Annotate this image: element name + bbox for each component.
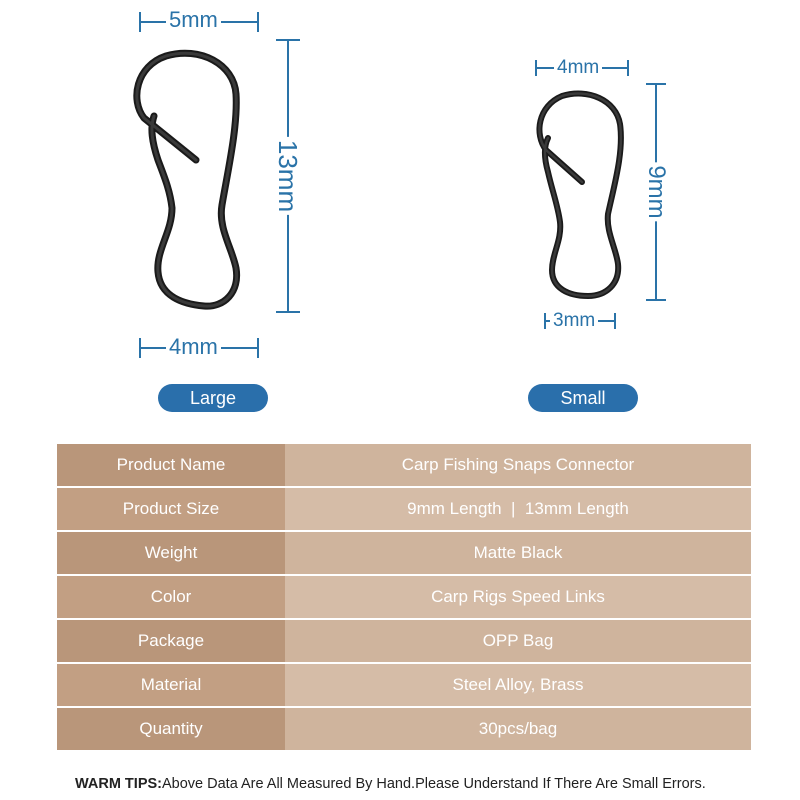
spec-row-quantity — [57, 708, 751, 750]
warm-tips-label: WARM TIPS: — [75, 776, 162, 792]
spec-row-weight — [57, 532, 751, 574]
spec-value: Carp Fishing Snaps Connector — [285, 444, 751, 486]
spec-value: 9mm Length | 13mm Length — [285, 488, 751, 530]
small-height-label: 9mm — [644, 162, 668, 221]
small-bottom-width-label: 3mm — [550, 311, 598, 330]
spec-key: Weight — [57, 532, 285, 574]
large-bottom-width-label: 4mm — [166, 336, 221, 358]
small-size-badge: Small — [528, 384, 638, 412]
spec-key: Quantity — [57, 708, 285, 750]
spec-value: OPP Bag — [285, 620, 751, 662]
spec-key: Material — [57, 664, 285, 706]
small-snap-icon — [539, 94, 620, 296]
warm-tips — [75, 776, 706, 792]
spec-value: Matte Black — [285, 532, 751, 574]
large-height-label: 13mm — [275, 137, 301, 215]
spec-row-package — [57, 620, 751, 662]
spec-key: Product Name — [57, 444, 285, 486]
spec-key: Color — [57, 576, 285, 618]
large-top-width-label: 5mm — [166, 9, 221, 31]
large-size-badge: Large — [158, 384, 268, 412]
large-snap-icon — [137, 53, 237, 306]
spec-key: Product Size — [57, 488, 285, 530]
spec-key: Package — [57, 620, 285, 662]
small-top-width-label: 4mm — [554, 58, 602, 77]
spec-row-product-name — [57, 444, 751, 486]
warm-tips-text: Above Data Are All Measured By Hand.Please Understand If There Are Small Errors. — [162, 776, 706, 792]
spec-row-color — [57, 576, 751, 618]
spec-row-product-size — [57, 488, 751, 530]
spec-value: 30pcs/bag — [285, 708, 751, 750]
spec-value: Carp Rigs Speed Links — [285, 576, 751, 618]
spec-table — [57, 442, 751, 752]
spec-row-material — [57, 664, 751, 706]
spec-value: Steel Alloy, Brass — [285, 664, 751, 706]
